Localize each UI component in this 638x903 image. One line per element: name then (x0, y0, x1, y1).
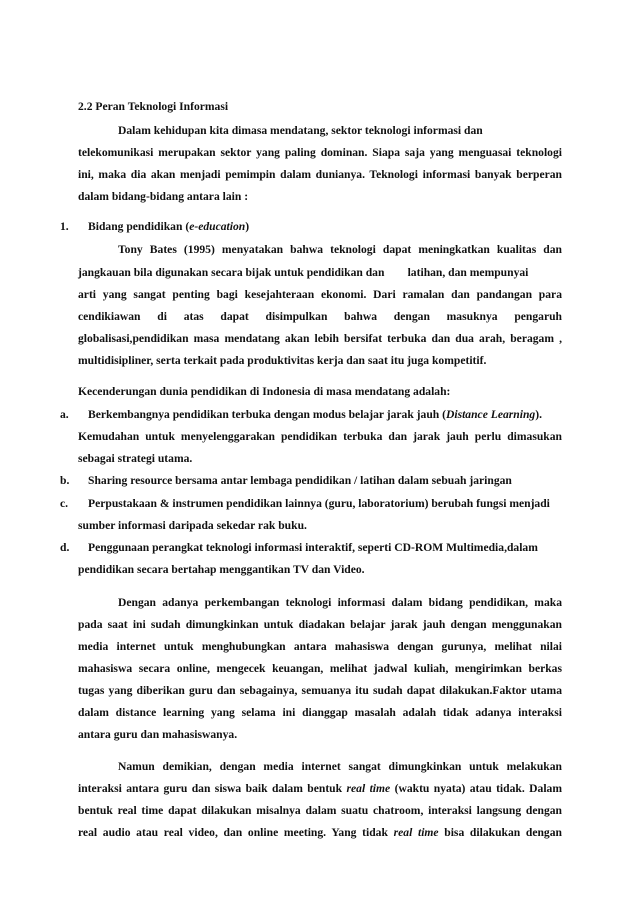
list-c-line-1: Perpustakaan & instrumen pendidikan lainnya (guru, laboratorium) berubah fungsi menjadi (88, 497, 550, 510)
item-1-line-5: globalisasi,pendidikan masa mendatang akan lebih bersifat terbuka dan dua arah, beragam , (78, 332, 562, 345)
para2-line-1: Dengan adanya perkembangan teknologi informasi dalam bidang pendidikan, maka (118, 596, 562, 609)
intro-line-4: dalam bidang-bidang antara lain : (78, 190, 249, 203)
list-a-marker: a. (60, 408, 69, 421)
para3-line-2: interaksi antara guru dan siswa baik dalam bentuk real time (waktu nyata) atau tidak. Dalam (78, 782, 562, 795)
list-d-line-2: pendidikan secara bertahap menggantikan TV dan Video. (78, 563, 365, 576)
para3-line-1: Namun demikian, dengan media internet sangat dimungkinkan untuk melakukan (118, 760, 562, 773)
intro-line-1: Dalam kehidupan kita dimasa mendatang, sektor teknologi informasi dan (118, 124, 483, 137)
list-b-line-1: Sharing resource bersama antar lembaga pendidikan / latihan dalam sebuah jaringan (88, 474, 512, 487)
trend-heading: Kecenderungan dunia pendidikan di Indonesia di masa mendatang adalah: (78, 385, 451, 398)
list-a-line-1: Berkembangnya pendidikan terbuka dengan modus belajar jarak jauh (Distance Learning). (88, 408, 542, 421)
para2-line-3: media internet untuk menghubungkan antara mahasiswa dengan gurunya, melihat nilai (78, 640, 562, 653)
list-a-line-2: Kemudahan untuk menyelenggarakan pendidikan terbuka dan jarak jauh perlu dimasukan (78, 430, 562, 443)
item-1-number: 1. (60, 220, 69, 233)
list-a-line-3: sebagai strategi utama. (78, 452, 193, 465)
para2-line-5: tugas yang diberikan guru dan sebagainya, semuanya itu sudah dapat dilakukan.Faktor utama (78, 684, 562, 697)
item-1-line-1: Tony Bates (1995) menyatakan bahwa teknologi dapat meningkatkan kualitas dan (118, 243, 562, 256)
intro-line-2: telekomunikasi merupakan sektor yang paling dominan. Siapa saja yang menguasai teknologi (78, 146, 562, 159)
section-heading: 2.2 Peran Teknologi Informasi (78, 100, 229, 113)
list-b-marker: b. (60, 474, 70, 487)
list-c-line-2: sumber informasi daripada sekedar rak buku. (78, 519, 307, 532)
item-1-line-4: cendikiawan di atas dapat disimpulkan bahwa dengan masuknya pengaruh (78, 310, 562, 323)
para2-line-6: dalam distance learning yang selama ini dianggap masalah adalah tidak adanya interaksi (78, 706, 562, 719)
para2-line-4: mahasiswa secara online, mengecek keuangan, melihat jadwal kuliah, mengirimkan berkas (78, 662, 562, 675)
list-d-line-1: Penggunaan perangkat teknologi informasi interaktif, seperti CD-ROM Multimedia,dalam (88, 541, 538, 554)
para2-line-2: pada saat ini sudah dimungkinkan untuk diadakan belajar jarak jauh dengan menggunakan (78, 618, 562, 631)
list-d-marker: d. (60, 541, 70, 554)
item-1-line-6: multidisipliner, serta terkait pada produktivitas kerja dan saat itu juga kompetitif. (78, 354, 487, 367)
list-c-marker: c. (60, 497, 69, 510)
item-1-line-2: jangkauan bila digunakan secara bijak untuk pendidikan dan latihan, dan mempunyai (78, 266, 529, 279)
item-1-title: Bidang pendidikan (e-education) (88, 220, 250, 233)
para3-line-4: real audio atau real video, dan online meeting. Yang tidak real time bisa dilakukan dengan (78, 826, 562, 839)
item-1-line-3: arti yang sangat penting bagi kesejahteraan ekonomi. Dari ramalan dan pandangan para (78, 288, 562, 301)
para2-line-7: antara guru dan mahasiswanya. (78, 728, 238, 741)
para3-line-3: bentuk real time dapat dilakukan misalnya dalam suatu chatroom, interaksi langsung dengan (78, 804, 562, 817)
intro-line-3: ini, maka dia akan menjadi pemimpin dalam dunianya. Teknologi informasi banyak berperan (78, 168, 562, 181)
